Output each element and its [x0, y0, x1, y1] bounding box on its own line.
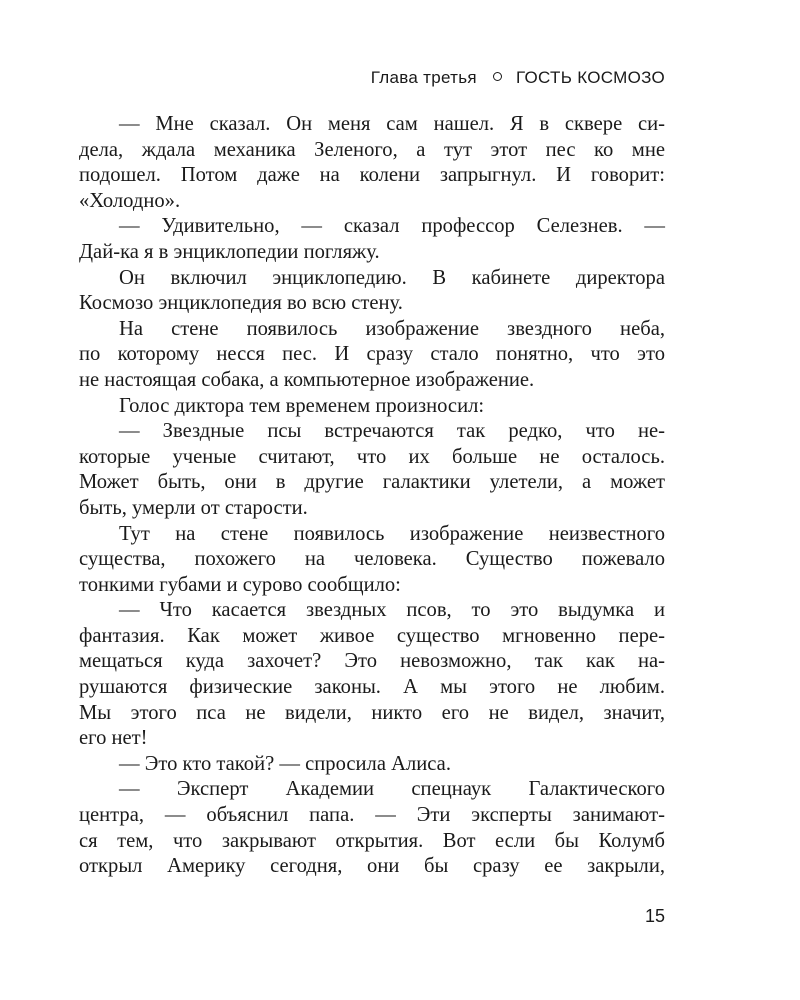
text-line: Мы этого пса не видели, никто его не видел, значит, [79, 701, 665, 724]
text-line: по которому несся пес. И сразу стало понятно, что это [79, 343, 665, 366]
text-line: Голос диктора тем временем произносил: [119, 394, 485, 417]
text-line: существа, похожего на человека. Существо пожевало [79, 548, 665, 571]
text-line: «Холодно». [79, 189, 181, 212]
text-line: — Это кто такой? — спросила Алиса. [119, 752, 451, 775]
text-line: его нет! [79, 727, 148, 750]
text-line: — Что касается звездных псов, то это выдумка и [119, 599, 665, 622]
text-line: быть, умерли от старости. [79, 496, 308, 519]
chapter-title: ГОСТЬ КОСМОЗО [515, 68, 665, 87]
text-line: — Эксперт Академии спецнаук Галактического [119, 778, 665, 801]
text-line: ся тем, что закрывают открытия. Вот если бы Колумб [79, 829, 665, 852]
text-line: На стене появилось изображение звездного неба, [119, 317, 665, 340]
text-line: рушаются физические законы. А мы этого не любим. [79, 676, 665, 699]
text-line: которые ученые считают, что их больше не осталось. [79, 445, 665, 468]
text-line: Может быть, они в другие галактики улетели, а может [79, 471, 665, 494]
text-line: центра, — объяснил папа. — Эти эксперты занимают- [79, 804, 665, 827]
running-header [371, 68, 665, 88]
text-line: — Удивительно, — сказал профессор Селезнев. — [119, 215, 665, 238]
text-line: не настоящая собака, а компьютерное изображение. [79, 368, 535, 391]
text-line: дела, ждала механика Зеленого, а тут этот пес ко мне [79, 138, 665, 161]
page-number: 15 [644, 906, 665, 926]
text-line: тонкими губами и сурово сообщило: [79, 573, 401, 596]
text-line: мещаться куда захочет? Это невозможно, так как на- [79, 650, 665, 673]
text-line: Космозо энциклопедия во всю стену. [79, 292, 403, 315]
text-line: Дай-ка я в энциклопедии погляжу. [79, 240, 380, 263]
text-line: — Звездные псы встречаются так редко, что не- [119, 420, 665, 443]
chapter-label: Глава третья [370, 68, 477, 87]
text-line: — Мне сказал. Он меня сам нашел. Я в сквере си- [119, 113, 665, 135]
text-line: подошел. Потом даже на колени запрыгнул. И говорит: [79, 164, 665, 187]
text-line: открыл Америку сегодня, они бы сразу ее закрыли, [79, 855, 665, 878]
text-line: фантазия. Как может живое существо мгновенно пере- [79, 624, 665, 647]
text-line: Он включил энциклопедию. В кабинете директора [119, 266, 665, 289]
separator-circle-icon [493, 72, 502, 81]
text-line: Тут на стене появилось изображение неизвестного [119, 522, 665, 545]
body-text [79, 112, 665, 880]
